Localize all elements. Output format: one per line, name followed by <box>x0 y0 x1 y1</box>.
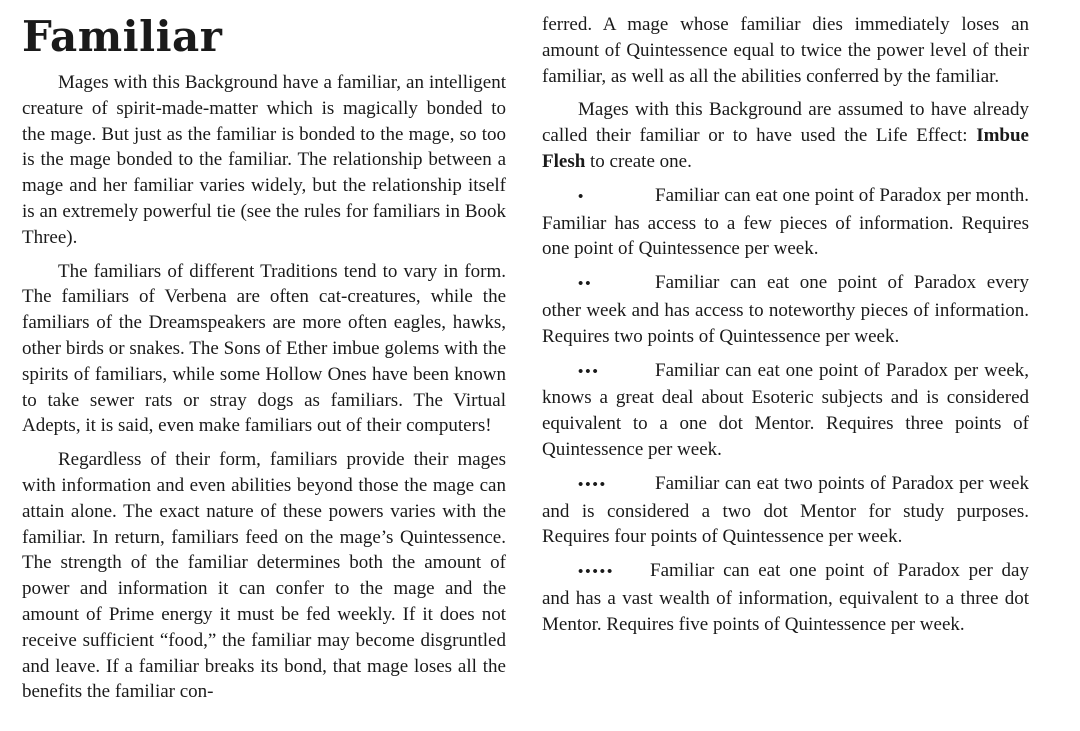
level-4-text: Familiar can eat two points of Paradox per week and is considered a two dot Mentor for study purposes. Requires four points of Quintessence per week. <box>542 472 1029 548</box>
left-column <box>22 12 506 713</box>
paragraph-powers: Regardless of their form, familiars provide their mages with information and even abilities beyond those the mage can attain alone. The exact nature of these powers varies with the familiar. In return, familiars feed on the mage’s Quintessence. The strength of the familiar determines both the amount of power and information it can confer to the mage and the amount of Prime energy it must be fed weekly. If it does not receive sufficient “food,” the familiar may become disgruntled and leave. If a familiar breaks its bond, that mage loses all the benefits the familiar con- <box>22 449 506 703</box>
paragraph-assumed <box>542 97 1029 174</box>
level-1-text: Familiar can eat one point of Paradox per month. Familiar has access to a few pieces of information. Requires one point of Quintessence per week. <box>542 184 1029 260</box>
effect-name-bold: Imbue Flesh <box>542 125 1029 172</box>
level-5-text: Familiar can eat one point of Paradox per day and has a vast wealth of information, equivalent to a three dot Mentor. Requires five points of Quintessence per week. <box>542 560 1029 635</box>
level-2-dots: •• <box>578 276 593 293</box>
paragraph-continued: ferred. A mage whose familiar dies immediately loses an amount of Quintessence equal to twice the power level of their familiar, as well as all the abilities conferred by the familiar. <box>542 14 1029 87</box>
level-2-entry <box>542 270 1029 349</box>
level-5-entry <box>542 558 1029 637</box>
level-4-dots: •••• <box>578 476 608 493</box>
level-4-entry <box>542 471 1029 550</box>
level-3-text: Familiar can eat one point of Paradox per week, knows a great deal about Esoteric subjects and is considered equivalent to a one dot Mentor. Requires three points of Quintessence per week. <box>542 359 1029 460</box>
paragraph-assumed-text-a: Mages with this Background are assumed to have already called their familiar or to have used the Life Effect: <box>542 99 1029 147</box>
level-2-text: Familiar can eat one point of Paradox every other week and has access to noteworthy pieces of information. Requires two points of Quintessence per week. <box>542 272 1029 347</box>
paragraph-intro: Mages with this Background have a familiar, an intelligent creature of spirit-made-matter which is magically bonded to the mage. But just as the familiar is bonded to the mage, so too is the mage bonded to the familiar. The relationship between a mage and her familiar varies widely, but the relationship itself is an extremely powerful tie (see the rules for familiars in Book Three). <box>22 72 506 248</box>
level-5-dots: ••••• <box>578 564 615 581</box>
paragraph-traditions: The familiars of different Traditions tend to vary in form. The familiars of Verbena are often cat-creatures, while the familiars of the Dreamspeakers are more often eagles, hawks, other birds or snakes. The Sons of Ether imbue golems with the spirits of familiars, while some Hollow Ones have been known to take sewer rats or stray dogs as familiars. The Virtual Adepts, it is said, even make familiars out of their computers! <box>22 260 506 437</box>
level-3-entry <box>542 358 1029 463</box>
level-3-dots: ••• <box>578 363 600 380</box>
right-column <box>542 12 1029 646</box>
paragraph-assumed-text-b: to create one. <box>585 150 692 172</box>
level-1-entry <box>542 183 1029 262</box>
page-title: Familiar <box>22 12 223 61</box>
level-1-dots: • <box>578 188 586 205</box>
